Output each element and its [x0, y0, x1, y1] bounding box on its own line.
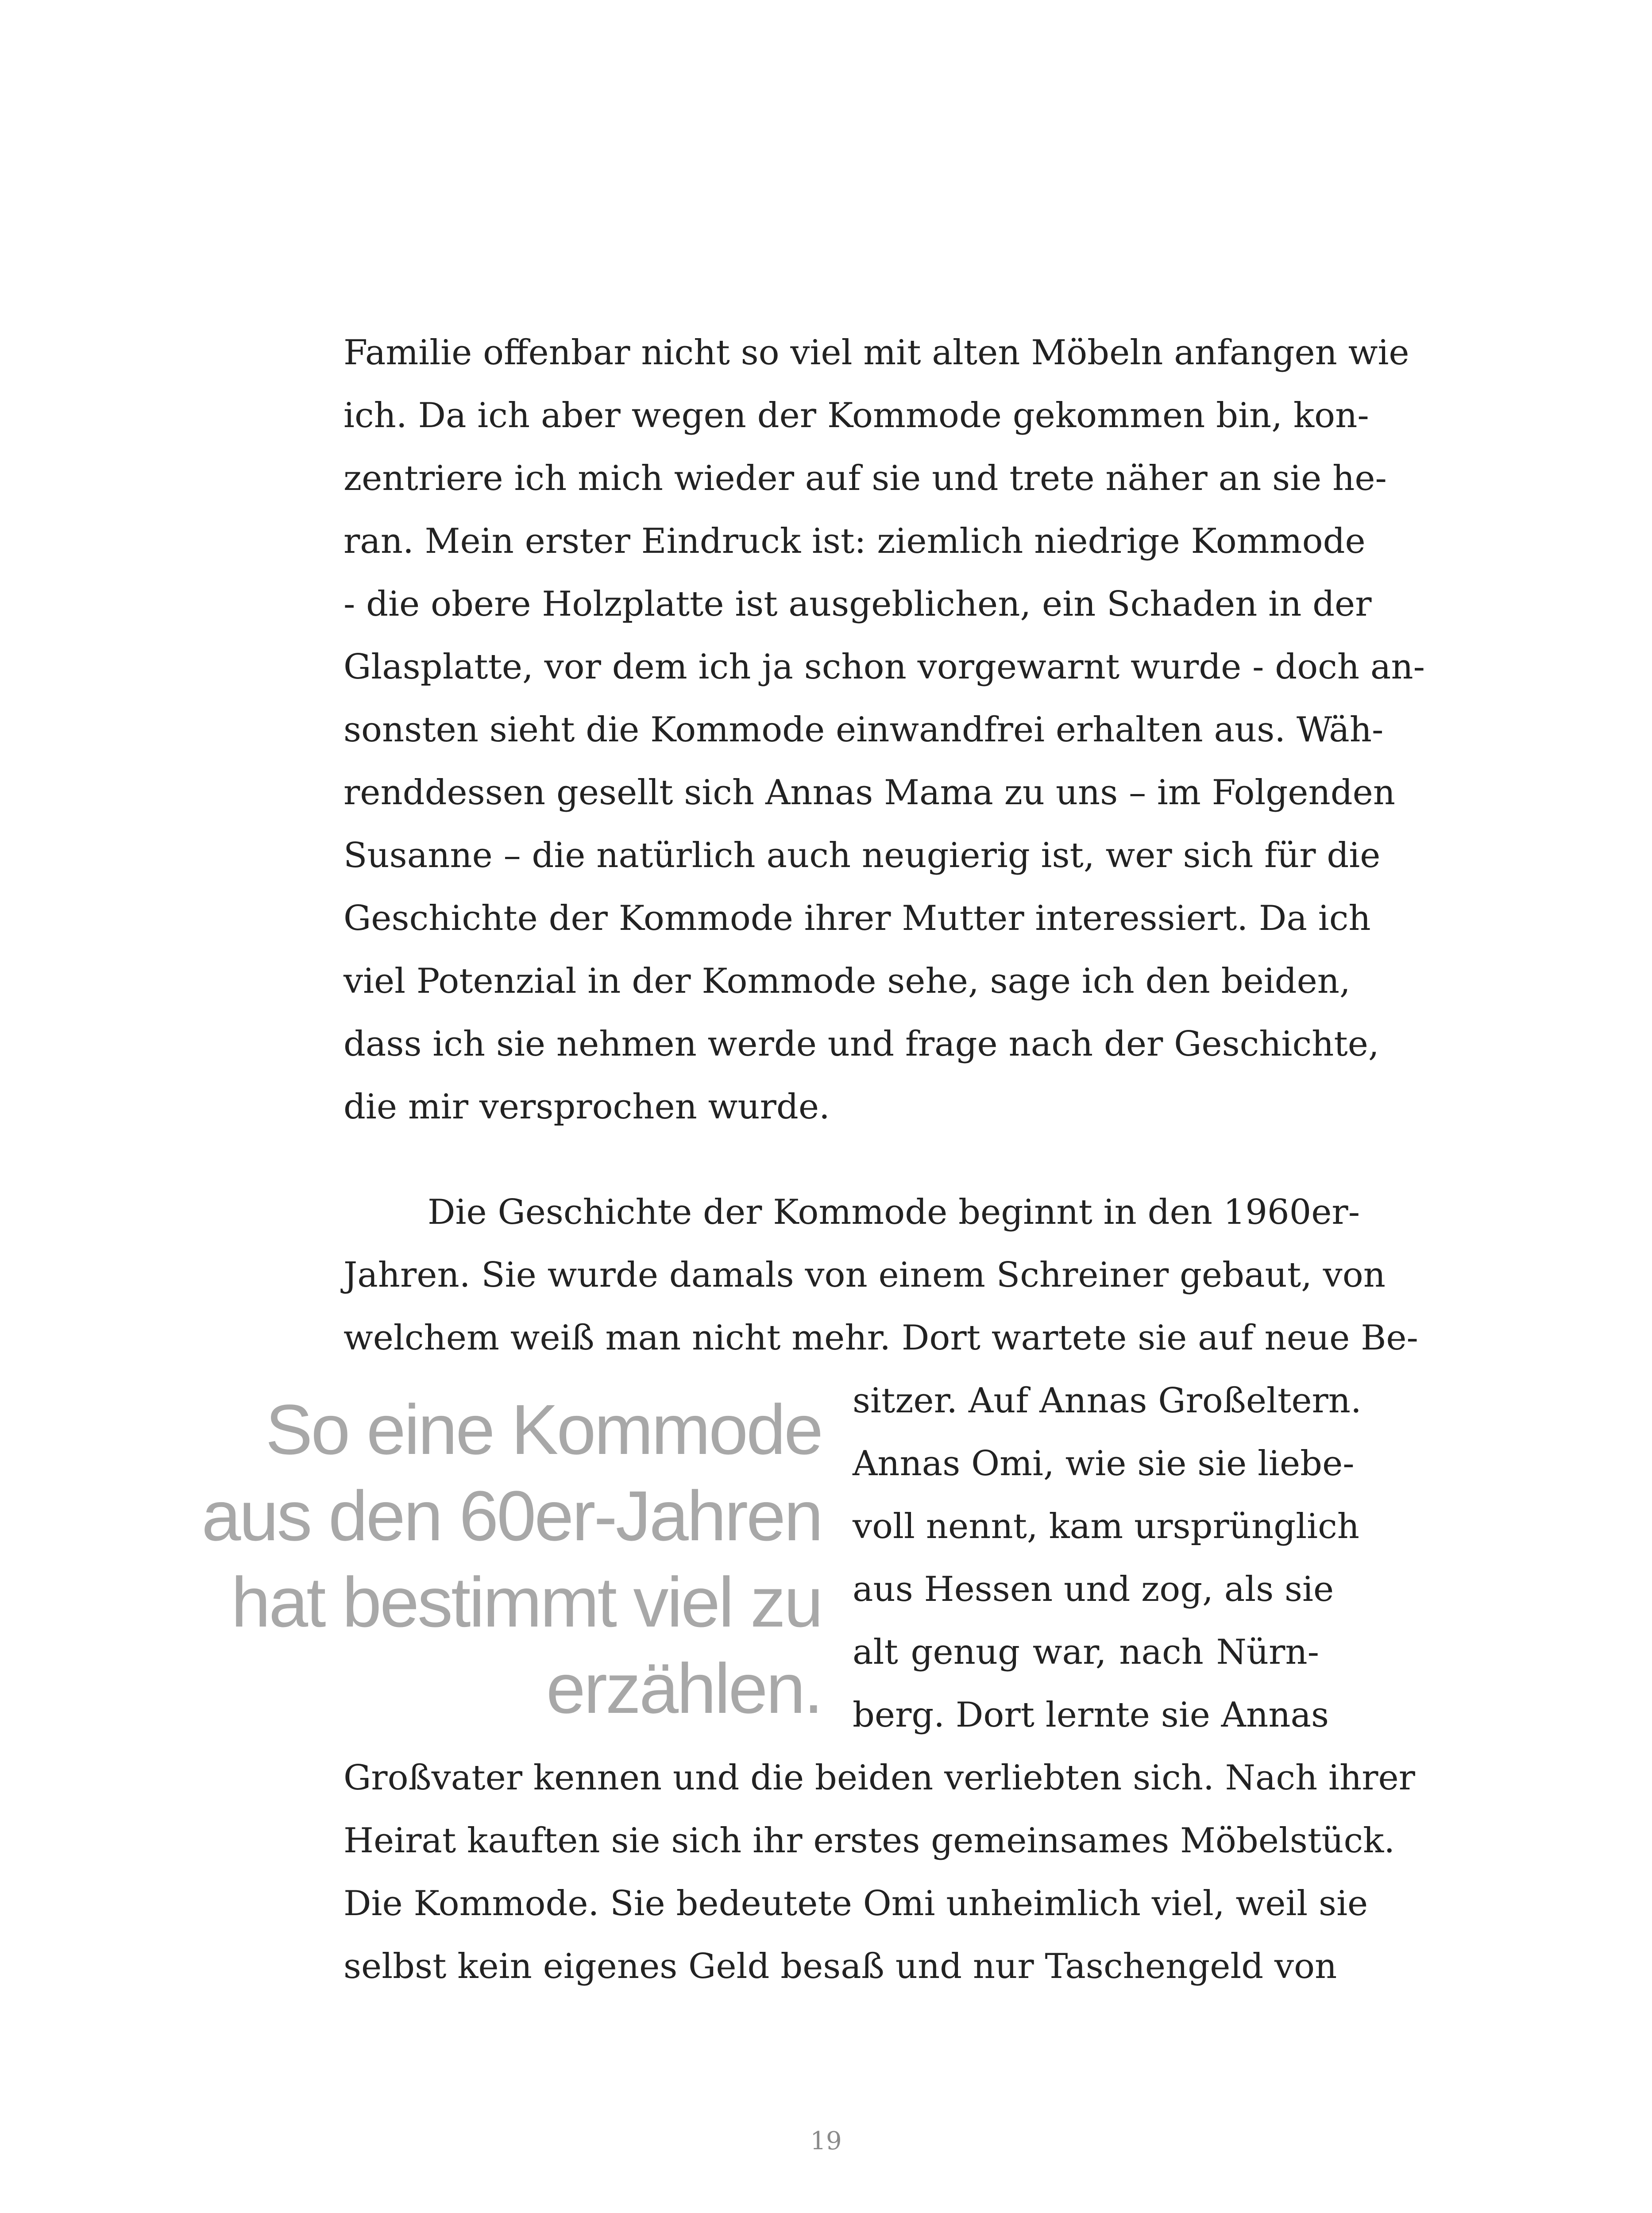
text-line: ran. Mein erster Eindruck ist: ziemlich niedrige Kommode [344, 521, 1366, 561]
text-line: welchem weiß man nicht mehr. Dort wartete sie auf neue Be- [344, 1318, 1418, 1358]
text-line: die mir versprochen wurde. [344, 1087, 830, 1127]
pull-quote-line: hat bestimmt viel zu [231, 1562, 822, 1642]
text-line: ich. Da ich aber wegen der Kommode gekommen bin, kon- [344, 396, 1369, 436]
text-line: Susanne – die natürlich auch neugierig ist, wer sich für die [344, 836, 1381, 875]
text-line: dass ich sie nehmen werde und frage nach der Geschichte, [344, 1024, 1379, 1064]
text-line: Annas Omi, wie sie sie liebe- [853, 1444, 1355, 1484]
text-line: berg. Dort lernte sie Annas [853, 1695, 1329, 1735]
text-line: Geschichte der Kommode ihrer Mutter interessiert. Da ich [344, 898, 1371, 938]
pull-quote-line: aus den 60er-Jahren [201, 1476, 822, 1555]
text-line: aus Hessen und zog, als sie [853, 1569, 1334, 1609]
text-line: zentriere ich mich wieder auf sie und trete näher an sie he- [344, 459, 1387, 498]
text-line: sitzer. Auf Annas Großeltern. [853, 1381, 1362, 1421]
text-line: Jahren. Sie wurde damals von einem Schreiner gebaut, von [344, 1255, 1386, 1295]
text-line: Die Geschichte der Kommode beginnt in den 1960er- [428, 1192, 1360, 1232]
text-line: Die Kommode. Sie bedeutete Omi unheimlich viel, weil sie [344, 1884, 1368, 1924]
text-line: Großvater kennen und die beiden verliebten sich. Nach ihrer [344, 1758, 1415, 1798]
text-line: renddessen gesellt sich Annas Mama zu uns – im Folgenden [344, 773, 1396, 813]
text-line: sonsten sieht die Kommode einwandfrei erhalten aus. Wäh- [344, 710, 1384, 750]
page-number: 19 [810, 2127, 842, 2155]
text-line: Heirat kauften sie sich ihr erstes gemeinsames Möbelstück. [344, 1821, 1395, 1861]
text-line: voll nennt, kam ursprünglich [853, 1507, 1360, 1546]
pull-quote-line: erzählen. [546, 1649, 822, 1728]
text-line: alt genug war, nach Nürn- [853, 1632, 1319, 1672]
text-line: - die obere Holzplatte ist ausgeblichen, ein Schaden in der [344, 584, 1372, 624]
text-line: viel Potenzial in der Kommode sehe, sage ich den beiden, [344, 961, 1351, 1001]
pull-quote-line: So eine Kommode [265, 1390, 822, 1469]
text-line: Familie offenbar nicht so viel mit alten Möbeln anfangen wie [344, 333, 1409, 373]
text-line: Glasplatte, vor dem ich ja schon vorgewarnt wurde - doch an- [344, 647, 1425, 687]
text-line: selbst kein eigenes Geld besaß und nur Taschengeld von [344, 1947, 1337, 1986]
